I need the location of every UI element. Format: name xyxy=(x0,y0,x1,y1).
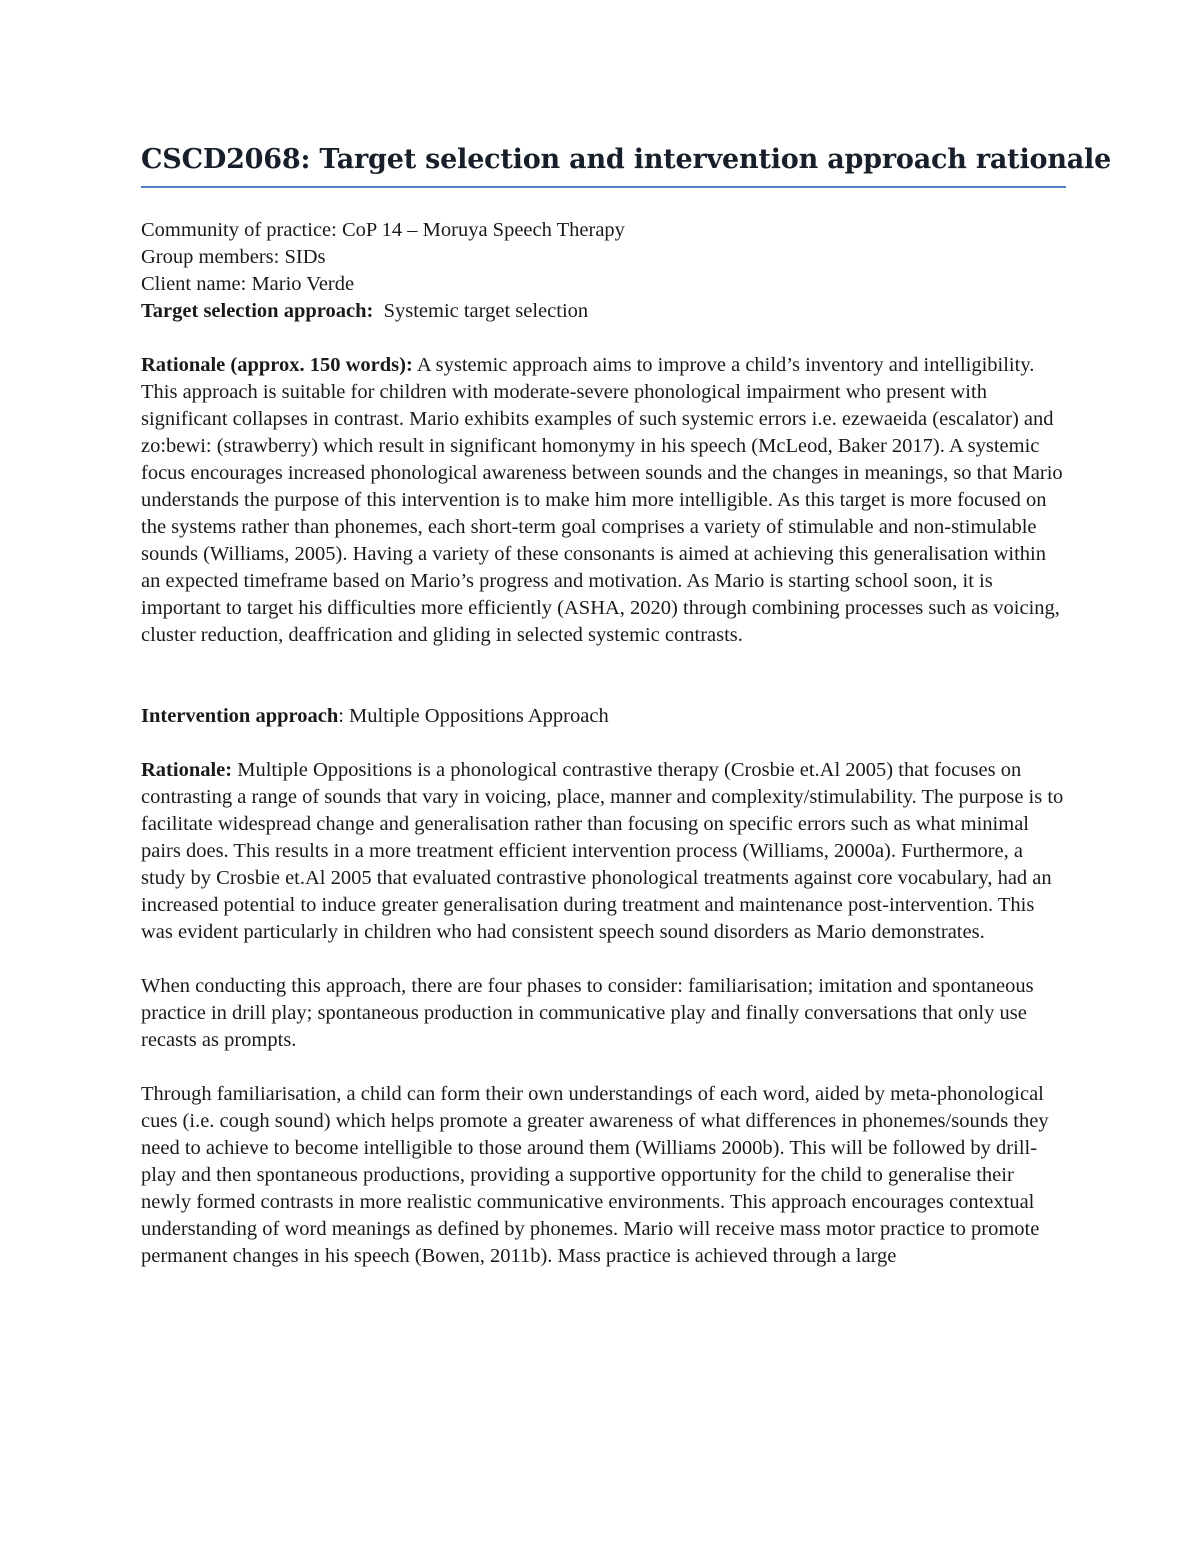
target-selection-value: Systemic target selection xyxy=(373,300,589,322)
rationale-1-label: Rationale (approx. 150 words): xyxy=(141,354,413,376)
target-selection-line xyxy=(141,298,1066,325)
community-line: Community of practice: CoP 14 – Moruya Speech Therapy xyxy=(141,219,625,241)
familiarisation-paragraph: Through familiarisation, a child can form their own understandings of each word, aided by meta-phonological cues (i.e. cough sound) which helps promote a greater awareness of what differences in phonemes/sounds they need to achieve to become intelligible to those around them (Williams 2000b). This will be followed by drill-play and then spontaneous productions, providing a supportive opportunity for the child to generalise their newly formed contrasts in more realistic communicative environments. This approach encourages contextual understanding of word meanings as defined by phonemes. Mario will receive mass motor practice to promote permanent changes in his speech (Bowen, 2011b). Mass practice is achieved through a large xyxy=(141,1083,1049,1267)
rationale-paragraph-1 xyxy=(141,352,1066,649)
rationale-2-text: Multiple Oppositions is a phonological contrastive therapy (Crosbie et.Al 2005) that focuses on contrasting a range of sounds that vary in voicing, place, manner and complexity/stimulability. The purpose is to facilitate widespread change and generalisation rather than focusing on specific errors such as what minimal pairs does. This results in a more treatment efficient intervention process (Williams, 2000a). Furthermore, a study by Crosbie et.Al 2005 that evaluated contrastive phonological treatments against core vocabulary, had an increased potential to induce greater generalisation during treatment and maintenance post-intervention. This was evident particularly in children who had consistent speech sound disorders as Mario demonstrates. xyxy=(141,759,1064,943)
document-page xyxy=(141,138,1112,1270)
meta-block xyxy=(141,217,1066,325)
target-selection-label: Target selection approach: xyxy=(141,300,374,322)
intervention-approach-value: : Multiple Oppositions Approach xyxy=(338,705,609,727)
group-members-line: Group members: SIDs xyxy=(141,246,326,268)
rationale-paragraph-2 xyxy=(141,757,1066,946)
rationale-1-text: A systemic approach aims to improve a child’s inventory and intelligibility. This approach is suitable for children with moderate-severe phonological impairment who present with significant collapses in contrast. Mario exhibits examples of such systemic errors i.e. ezewaeida (escalator) and zo:bewi: (strawberry) which result in significant homonymy in his speech (McLeod, Baker 2017). A systemic focus encourages increased phonological awareness between sounds and the changes in meanings, so that Mario understands the purpose of this intervention is to make him more intelligible. As this target is more focused on the systems rather than phonemes, each short-term goal comprises a variety of stimulable and non-stimulable sounds (Williams, 2005). Having a variety of these consonants is aimed at achieving this generalisation within an expected timeframe based on Mario’s progress and motivation. As Mario is starting school soon, it is important to target his difficulties more efficiently (ASHA, 2020) through combining processes such as voicing, cluster reduction, deaffrication and gliding in selected systemic contrasts. xyxy=(141,354,1063,646)
phases-paragraph: When conducting this approach, there are four phases to consider: familiarisation; imitation and spontaneous practice in drill play; spontaneous production in communicative play and finally conversations that only use recasts as prompts. xyxy=(141,975,1034,1051)
client-name-line: Client name: Mario Verde xyxy=(141,273,355,295)
intervention-approach-label: Intervention approach xyxy=(141,705,339,727)
document-title: CSCD2068: Target selection and intervention approach rationale xyxy=(141,138,1066,188)
rationale-2-label: Rationale: xyxy=(141,759,233,781)
intervention-approach-line xyxy=(141,703,1066,730)
